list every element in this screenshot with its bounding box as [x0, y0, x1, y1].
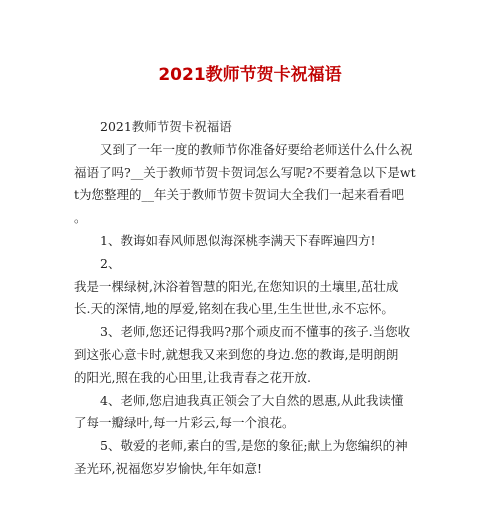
body-line: t为您整理的__年关于教师节贺卡贺词大全我们一起来看看吧 — [74, 187, 405, 203]
body-line: 到这张心意卡时,就想我又来到您的身边.您的教诲,是明朗朗 — [74, 346, 399, 362]
body-line: 3、老师,您还记得我吗?那个顽皮而不懂事的孩子.当您收 — [100, 324, 411, 340]
body-line: 了每一瓣绿叶,每一片彩云,每一个浪花。 — [74, 415, 295, 431]
body-line: 2、 — [100, 255, 121, 271]
document-body — [74, 116, 426, 481]
body-line: 4、老师,您启迪我真正领会了大自然的恩惠,从此我读懂 — [100, 392, 404, 408]
body-line: 1、教诲如春风师恩似海深桃李满天下春晖遍四方! — [100, 232, 376, 248]
body-line: 2021教师节贺卡祝福语 — [100, 119, 232, 134]
body-line: 福语了吗?__关于教师节贺卡贺词怎么写呢?不要着急以下是wt — [74, 164, 416, 180]
body-line: 圣光环,祝福您岁岁愉快,年年如意! — [74, 460, 262, 476]
body-line: 。 — [74, 210, 87, 226]
body-line: 的阳光,照在我的心田里,让我青春之花开放. — [74, 369, 311, 385]
body-line: 我是一棵绿树,沐浴着智慧的阳光,在您知识的土壤里,茁壮成 — [74, 278, 399, 294]
body-line: 长.天的深情,地的厚爱,铭刻在我心里,生生世世,永不忘怀。 — [74, 301, 394, 317]
document-title: 2021教师节贺卡祝福语 — [158, 65, 342, 85]
body-line: 5、敬爱的老师,素白的雪,是您的象征;献上为您编织的神 — [100, 438, 408, 454]
body-line: 又到了一年一度的教师节你准备好要给老师送什么什么祝 — [100, 141, 413, 157]
